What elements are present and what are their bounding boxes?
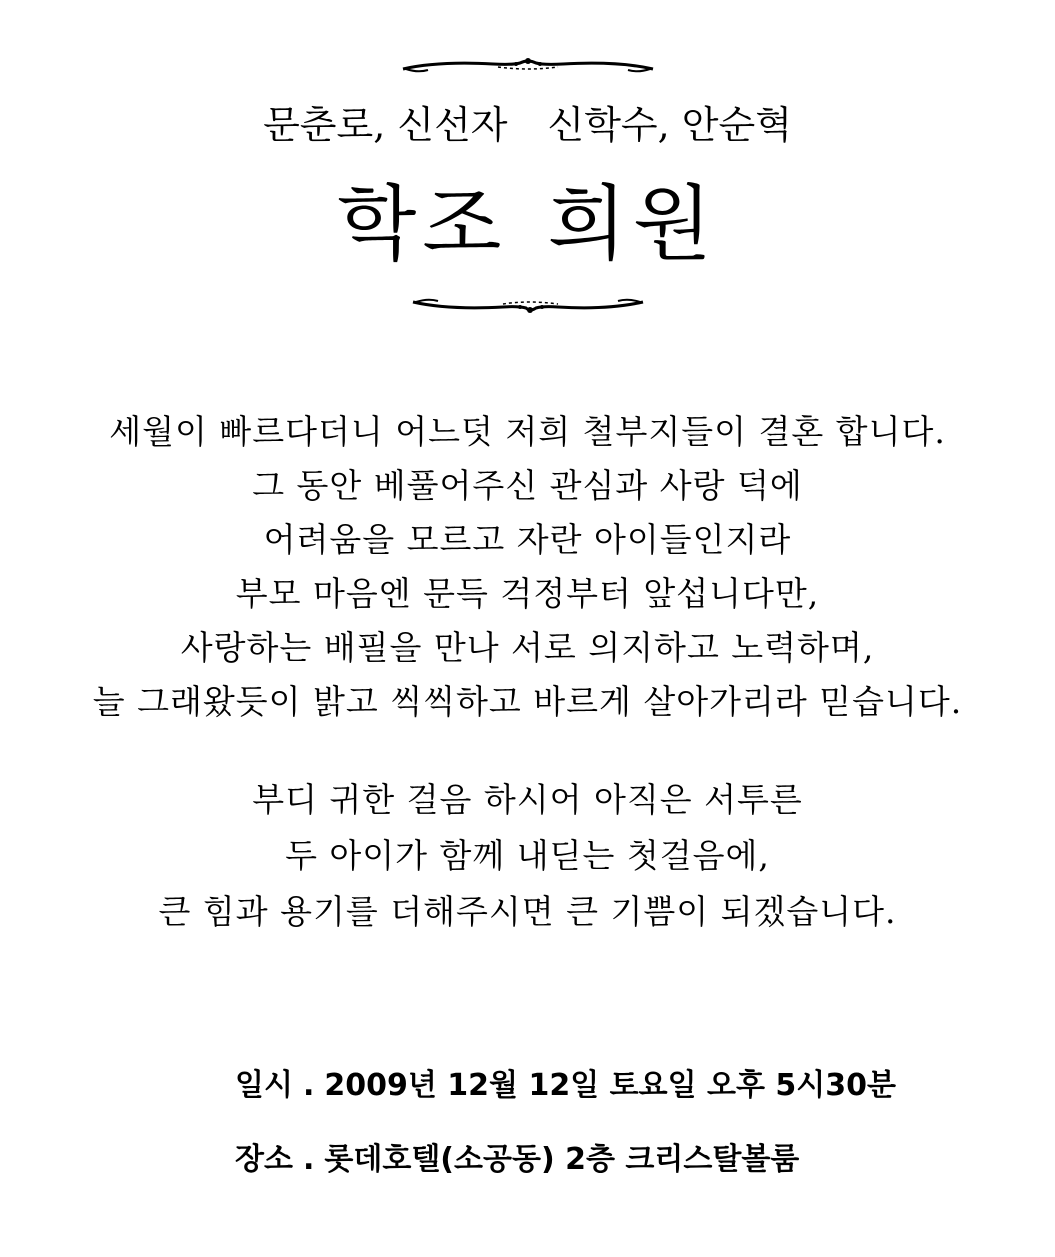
event-date	[235, 1066, 896, 1106]
top-ornament-divider	[0, 55, 1055, 79]
bride-name: 희원	[547, 177, 718, 272]
place-value: 롯데호텔(소공동) 2층 크리스탈볼룸	[324, 1142, 800, 1177]
invitation-request	[0, 772, 1055, 940]
parents-names	[0, 100, 1055, 150]
message-line: 사랑하는 배필을 만나 서로 의지하고 노력하며,	[180, 628, 875, 667]
event-place	[235, 1140, 799, 1180]
bottom-ornament-divider	[0, 292, 1055, 316]
request-line: 큰 힘과 용기를 더해주시면 큰 기쁨이 되겠습니다.	[158, 892, 897, 931]
request-line: 부디 귀한 걸음 하시어 아직은 서투른	[252, 780, 803, 819]
groom-name: 학조	[337, 177, 508, 272]
groom-parents: 문춘로, 신선자	[263, 103, 508, 147]
place-separator: .	[302, 1142, 315, 1177]
place-label: 장소	[235, 1142, 293, 1177]
date-separator: .	[302, 1068, 315, 1103]
message-line: 부모 마음엔 문득 걱정부터 앞섭니다만,	[235, 574, 820, 613]
message-line: 어려움을 모르고 자란 아이들인지라	[263, 520, 792, 559]
couple-names	[0, 170, 1055, 280]
date-value: 2009년 12월 12일 토요일 오후 5시30분	[324, 1068, 897, 1103]
message-line: 그 동안 베풀어주신 관심과 사랑 덕에	[252, 466, 803, 505]
invitation-message	[0, 405, 1055, 729]
message-line: 늘 그래왔듯이 밝고 씩씩하고 바르게 살아가리라 믿습니다.	[92, 682, 963, 721]
message-line: 세월이 빠르다더니 어느덧 저희 철부지들이 결혼 합니다.	[109, 412, 946, 451]
request-line: 두 아이가 함께 내딛는 첫걸음에,	[285, 836, 770, 875]
date-label: 일시	[235, 1068, 293, 1103]
bride-parents: 신학수, 안순혁	[547, 103, 792, 147]
